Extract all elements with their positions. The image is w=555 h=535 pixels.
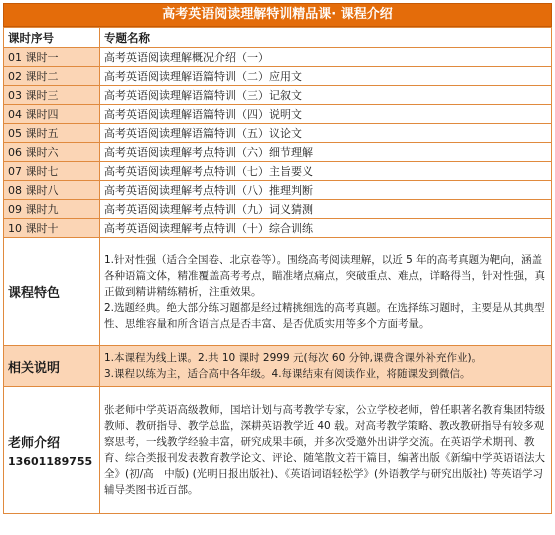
lesson-topic: 高考英语阅读理解语篇特训（五）议论文 [100,124,552,143]
lesson-topic: 高考英语阅读理解概况介绍（一） [100,48,552,67]
course-intro-document [3,3,552,514]
features-row [4,238,552,346]
lesson-topic: 高考英语阅读理解语篇特训（三）记叙文 [100,86,552,105]
lesson-number: 05 课时五 [4,124,100,143]
table-row [4,181,552,200]
table-row [4,86,552,105]
lesson-topic: 高考英语阅读理解考点特训（七）主旨要义 [100,162,552,181]
notes-row [4,346,552,387]
features-point-1: 1.针对性强（适合全国卷、北京卷等）。围绕高考阅读理解，以近 5 年的高考真题为靶向，涵盖各种语篇文体，精准覆盖高考考点，瞄准堵点痛点，突破重点、难点，详略得当，针对性强，真正做到精讲精练精析，注重效果。 [104,253,545,298]
features-point-2: 2.选题经典。绝大部分练习题都是经过精挑细选的高考真题。在选择练习题时，主要是从其典型性、思维容量和所含语言点是否丰富、是否优质实用等多个方面考量。 [104,301,545,330]
lesson-number: 01 课时一 [4,48,100,67]
table-row [4,124,552,143]
notes-line-1: 1.本课程为线上课。2.共 10 课时 2999 元(每次 60 分钟,课费含课外补充作业)。 [104,352,483,364]
table-row [4,200,552,219]
table-row [4,143,552,162]
page-title: 高考英语阅读理解特训精品课· 课程介绍 [3,3,552,27]
table-row [4,105,552,124]
table-row [4,48,552,67]
lesson-topic: 高考英语阅读理解语篇特训（二）应用文 [100,67,552,86]
lesson-number: 06 课时六 [4,143,100,162]
lesson-topic: 高考英语阅读理解考点特训（六）细节理解 [100,143,552,162]
lesson-number: 10 课时十 [4,219,100,238]
lesson-number: 04 课时四 [4,105,100,124]
table-header-row [4,28,552,48]
lesson-number: 08 课时八 [4,181,100,200]
lesson-topic: 高考英语阅读理解考点特训（九）词义猜测 [100,200,552,219]
lesson-number: 02 课时二 [4,67,100,86]
lesson-topic: 高考英语阅读理解考点特训（八）推理判断 [100,181,552,200]
teacher-row [4,387,552,514]
teacher-label: 老师介绍 [8,436,61,451]
notes-line-2: 3.课程以练为主，适合高中各年级。4.每课结束有阅读作业，将随课发到微信。 [104,368,471,380]
lesson-topic: 高考英语阅读理解语篇特训（四）说明文 [100,105,552,124]
header-number: 课时序号 [4,28,100,48]
lesson-number: 03 课时三 [4,86,100,105]
lesson-number: 07 课时七 [4,162,100,181]
table-row [4,162,552,181]
table-row [4,219,552,238]
course-table [3,27,552,514]
lesson-number: 09 课时九 [4,200,100,219]
teacher-label-cell [4,387,100,514]
notes-label: 相关说明 [4,346,100,387]
features-label: 课程特色 [4,238,100,346]
header-topic: 专题名称 [100,28,552,48]
teacher-phone: 13601189755 [8,455,93,468]
lesson-topic: 高考英语阅读理解考点特训（十）综合训练 [100,219,552,238]
teacher-bio: 张老师中学英语高级教师，国培计划与高考教学专家，公立学校老师，曾任职著名教育集团特级教师、教研指导、教学总监，深耕英语教学近 40 载。对高考教学策略、教改教研指导有较多观察思考，一线教学经验丰富，研究成果丰硕，并多次受邀外出讲学交流。在英语学术期刊、教育、综合类报刊发表教育教学论文、评论、随笔散文若干篇目，编著出版《新编中学英语语法大全》(初/高 中版) (光明日报出版社)、《英语词语轻松学》(外语教学与研究出版社) 等英语学习辅导类图书近百部。 [100,387,552,514]
notes-body [100,346,552,387]
features-body [100,238,552,346]
table-row [4,67,552,86]
